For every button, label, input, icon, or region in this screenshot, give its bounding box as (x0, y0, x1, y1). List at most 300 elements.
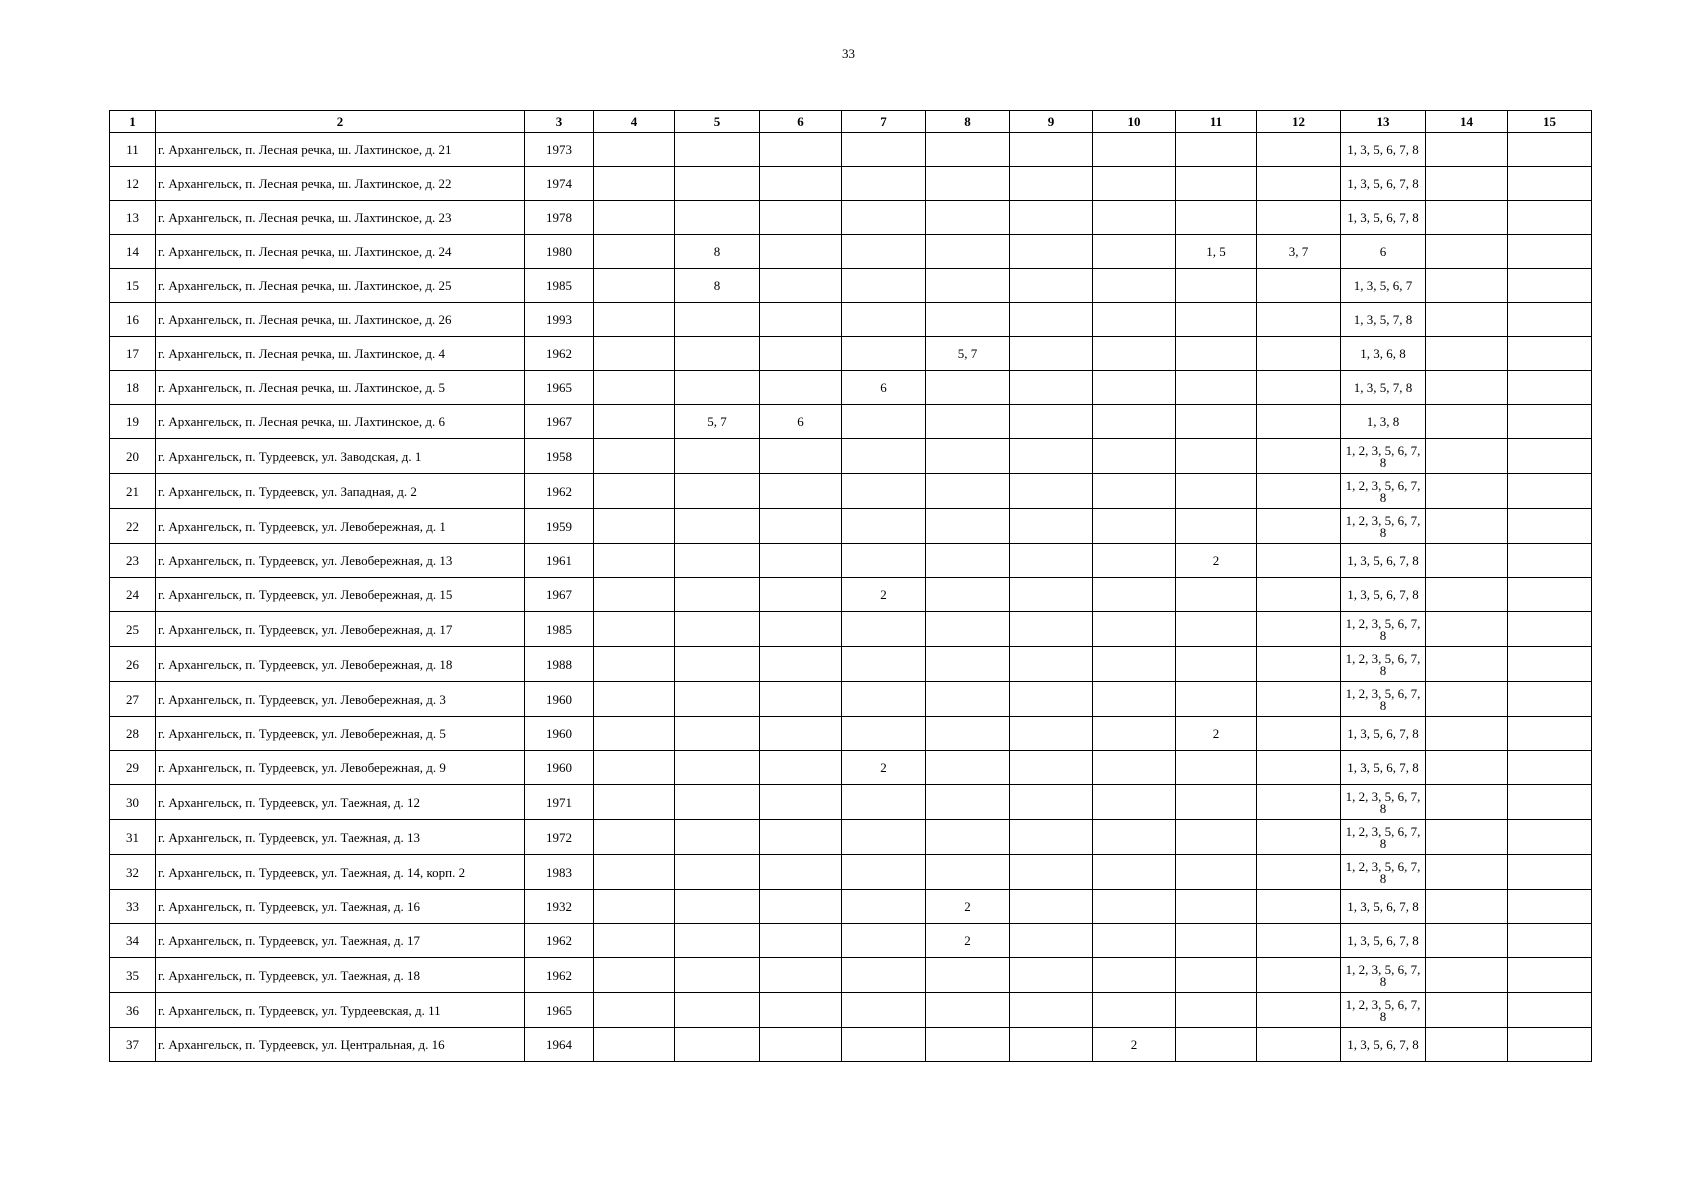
table-cell (1010, 890, 1093, 924)
table-cell (1093, 682, 1176, 717)
table-cell (1010, 509, 1093, 544)
year-cell: 1964 (525, 1028, 594, 1062)
table-cell (1508, 1028, 1592, 1062)
table-cell (1257, 820, 1341, 855)
year-cell: 1962 (525, 958, 594, 993)
table-cell (1508, 337, 1592, 371)
table-cell (1426, 544, 1508, 578)
table-cell (1508, 439, 1592, 474)
table-cell (1426, 167, 1508, 201)
table-cell (1093, 544, 1176, 578)
table-cell (1176, 371, 1257, 405)
table-cell (1257, 924, 1341, 958)
table-cell (842, 820, 926, 855)
table-cell (1010, 612, 1093, 647)
address-cell: г. Архангельск, п. Турдеевск, ул. Левобережная, д. 17 (156, 612, 525, 647)
table-cell (842, 612, 926, 647)
address-cell: г. Архангельск, п. Турдеевск, ул. Таежная, д. 14, корп. 2 (156, 855, 525, 890)
column-header-10: 10 (1093, 111, 1176, 133)
address-cell: г. Архангельск, п. Турдеевск, ул. Таежная, д. 13 (156, 820, 525, 855)
row-number-cell: 19 (110, 405, 156, 439)
column-header-5: 5 (675, 111, 760, 133)
table-cell (675, 303, 760, 337)
table-cell (1426, 269, 1508, 303)
table-cell (675, 993, 760, 1028)
table-cell (1426, 1028, 1508, 1062)
table-cell: 1, 3, 5, 6, 7, 8 (1341, 1028, 1426, 1062)
table-cell: 3, 7 (1257, 235, 1341, 269)
column-header-13: 13 (1341, 111, 1426, 133)
table-cell: 8 (675, 269, 760, 303)
table-row (110, 993, 1592, 1028)
table-cell (1257, 890, 1341, 924)
year-cell: 1962 (525, 337, 594, 371)
table-cell (594, 269, 675, 303)
table-row (110, 578, 1592, 612)
table-cell: 5, 7 (675, 405, 760, 439)
table-cell (1176, 924, 1257, 958)
table-cell (1093, 371, 1176, 405)
table-cell (760, 647, 842, 682)
table-cell (1010, 717, 1093, 751)
table-row (110, 1028, 1592, 1062)
table-cell (1426, 682, 1508, 717)
table-cell (842, 405, 926, 439)
table-cell (1508, 405, 1592, 439)
table-cell (1508, 133, 1592, 167)
column-header-4: 4 (594, 111, 675, 133)
table-cell (1010, 303, 1093, 337)
table-cell (842, 785, 926, 820)
address-cell: г. Архангельск, п. Лесная речка, ш. Лахтинское, д. 21 (156, 133, 525, 167)
table-cell (760, 924, 842, 958)
table-cell (842, 201, 926, 235)
table-cell (1093, 958, 1176, 993)
table-cell (675, 439, 760, 474)
address-cell: г. Архангельск, п. Турдеевск, ул. Центральная, д. 16 (156, 1028, 525, 1062)
table-cell (1508, 958, 1592, 993)
table-cell: 1, 3, 5, 6, 7 (1341, 269, 1426, 303)
table-cell (1426, 578, 1508, 612)
table-cell: 2 (1176, 717, 1257, 751)
table-cell (926, 958, 1010, 993)
table-cell (1426, 133, 1508, 167)
address-cell: г. Архангельск, п. Лесная речка, ш. Лахтинское, д. 6 (156, 405, 525, 439)
table-cell (1426, 647, 1508, 682)
table-cell (1010, 924, 1093, 958)
table-cell (926, 235, 1010, 269)
address-cell: г. Архангельск, п. Лесная речка, ш. Лахтинское, д. 24 (156, 235, 525, 269)
row-number-cell: 11 (110, 133, 156, 167)
row-number-cell: 13 (110, 201, 156, 235)
row-number-cell: 23 (110, 544, 156, 578)
row-number-cell: 14 (110, 235, 156, 269)
table-cell (760, 509, 842, 544)
table-cell (1093, 439, 1176, 474)
table-cell (675, 890, 760, 924)
address-cell: г. Архангельск, п. Турдеевск, ул. Турдеевская, д. 11 (156, 993, 525, 1028)
row-number-cell: 21 (110, 474, 156, 509)
row-number-cell: 27 (110, 682, 156, 717)
table-cell (842, 269, 926, 303)
address-cell: г. Архангельск, п. Лесная речка, ш. Лахтинское, д. 26 (156, 303, 525, 337)
table-cell: 1, 5 (1176, 235, 1257, 269)
year-cell: 1960 (525, 751, 594, 785)
row-number-cell: 37 (110, 1028, 156, 1062)
table-cell (1176, 958, 1257, 993)
table-row (110, 924, 1592, 958)
table-cell: 1, 3, 5, 6, 7, 8 (1341, 751, 1426, 785)
table-cell (842, 509, 926, 544)
table-cell (760, 544, 842, 578)
table-cell (1426, 405, 1508, 439)
table-cell (842, 855, 926, 890)
table-cell (1093, 167, 1176, 201)
table-cell (594, 439, 675, 474)
row-number-cell: 20 (110, 439, 156, 474)
table-cell (1426, 303, 1508, 337)
table-cell (1176, 439, 1257, 474)
table-cell (1010, 167, 1093, 201)
table-cell (1508, 167, 1592, 201)
column-header-1: 1 (110, 111, 156, 133)
table-cell (1093, 405, 1176, 439)
table-row (110, 785, 1592, 820)
table-cell (1257, 578, 1341, 612)
table-cell: 6 (760, 405, 842, 439)
table-row (110, 201, 1592, 235)
row-number-cell: 28 (110, 717, 156, 751)
table-cell (926, 717, 1010, 751)
table-cell (1093, 820, 1176, 855)
table-cell (926, 820, 1010, 855)
table-cell (675, 682, 760, 717)
table-cell: 1, 3, 5, 7, 8 (1341, 303, 1426, 337)
table-cell: 1, 2, 3, 5, 6, 7, 8 (1341, 820, 1426, 855)
table-cell: 1, 2, 3, 5, 6, 7, 8 (1341, 958, 1426, 993)
table-cell (1176, 474, 1257, 509)
table-cell (1010, 439, 1093, 474)
table-cell: 8 (675, 235, 760, 269)
table-cell (675, 855, 760, 890)
table-cell: 2 (1093, 1028, 1176, 1062)
table-cell (842, 474, 926, 509)
table-cell: 1, 2, 3, 5, 6, 7, 8 (1341, 682, 1426, 717)
table-cell (1508, 544, 1592, 578)
table-cell (1010, 405, 1093, 439)
table-cell: 1, 3, 5, 6, 7, 8 (1341, 890, 1426, 924)
table-cell (1426, 785, 1508, 820)
table-cell (760, 1028, 842, 1062)
table-cell (1426, 235, 1508, 269)
table-cell (675, 647, 760, 682)
address-cell: г. Архангельск, п. Турдеевск, ул. Таежная, д. 12 (156, 785, 525, 820)
table-cell (1010, 993, 1093, 1028)
table-cell (842, 303, 926, 337)
table-row (110, 717, 1592, 751)
data-table (109, 110, 1592, 1062)
table-row (110, 612, 1592, 647)
table-cell (1508, 820, 1592, 855)
table-cell (1093, 855, 1176, 890)
table-cell: 1, 3, 5, 6, 7, 8 (1341, 717, 1426, 751)
table-cell (1257, 1028, 1341, 1062)
table-row (110, 439, 1592, 474)
table-cell: 1, 2, 3, 5, 6, 7, 8 (1341, 509, 1426, 544)
table-cell (842, 544, 926, 578)
table-cell (760, 717, 842, 751)
table-cell (1093, 751, 1176, 785)
table-cell: 1, 3, 5, 7, 8 (1341, 371, 1426, 405)
table-cell (1257, 371, 1341, 405)
table-cell (1093, 578, 1176, 612)
year-cell: 1961 (525, 544, 594, 578)
table-cell (1010, 474, 1093, 509)
table-cell (1010, 682, 1093, 717)
table-cell (760, 855, 842, 890)
table-row (110, 337, 1592, 371)
year-cell: 1993 (525, 303, 594, 337)
year-cell: 1965 (525, 993, 594, 1028)
table-cell (1176, 855, 1257, 890)
table-cell (675, 509, 760, 544)
table-cell (594, 405, 675, 439)
year-cell: 1974 (525, 167, 594, 201)
table-cell (594, 682, 675, 717)
address-cell: г. Архангельск, п. Турдеевск, ул. Левобережная, д. 15 (156, 578, 525, 612)
table-cell (1093, 337, 1176, 371)
row-number-cell: 36 (110, 993, 156, 1028)
table-cell (1426, 371, 1508, 405)
table-cell (1257, 993, 1341, 1028)
table-cell (1093, 509, 1176, 544)
table-cell (760, 993, 842, 1028)
table-row (110, 167, 1592, 201)
table-cell (926, 133, 1010, 167)
table-cell (1508, 509, 1592, 544)
table-cell (594, 167, 675, 201)
table-cell (1093, 785, 1176, 820)
table-cell (594, 1028, 675, 1062)
table-cell (760, 201, 842, 235)
address-cell: г. Архангельск, п. Лесная речка, ш. Лахтинское, д. 23 (156, 201, 525, 235)
table-cell: 1, 3, 5, 6, 7, 8 (1341, 578, 1426, 612)
table-row (110, 682, 1592, 717)
table-cell (1508, 682, 1592, 717)
table-cell (594, 890, 675, 924)
year-cell: 1932 (525, 890, 594, 924)
table-cell (1010, 133, 1093, 167)
table-cell (675, 133, 760, 167)
table-cell (1257, 133, 1341, 167)
year-cell: 1972 (525, 820, 594, 855)
table-cell (1093, 717, 1176, 751)
table-cell (675, 785, 760, 820)
year-cell: 1962 (525, 924, 594, 958)
table-cell (1176, 133, 1257, 167)
table-cell (1508, 578, 1592, 612)
table-cell (842, 682, 926, 717)
table-row (110, 269, 1592, 303)
table-cell: 6 (1341, 235, 1426, 269)
year-cell: 1971 (525, 785, 594, 820)
table-cell (594, 474, 675, 509)
row-number-cell: 33 (110, 890, 156, 924)
table-cell: 1, 3, 5, 6, 7, 8 (1341, 167, 1426, 201)
table-cell (1257, 269, 1341, 303)
table-cell: 1, 2, 3, 5, 6, 7, 8 (1341, 993, 1426, 1028)
table-row (110, 133, 1592, 167)
table-cell (1010, 958, 1093, 993)
table-cell (675, 820, 760, 855)
table-cell (926, 509, 1010, 544)
table-cell: 2 (842, 751, 926, 785)
year-cell: 1980 (525, 235, 594, 269)
table-cell (1426, 474, 1508, 509)
table-cell (1257, 855, 1341, 890)
table-cell (842, 647, 926, 682)
table-cell (1010, 785, 1093, 820)
table-cell (1426, 612, 1508, 647)
address-cell: г. Архангельск, п. Турдеевск, ул. Таежная, д. 17 (156, 924, 525, 958)
table-cell (760, 167, 842, 201)
table-cell: 2 (842, 578, 926, 612)
table-cell: 1, 3, 5, 6, 7, 8 (1341, 201, 1426, 235)
row-number-cell: 18 (110, 371, 156, 405)
table-cell (675, 201, 760, 235)
table-cell (1508, 785, 1592, 820)
table-cell: 1, 2, 3, 5, 6, 7, 8 (1341, 474, 1426, 509)
table-cell (842, 133, 926, 167)
table-cell (760, 751, 842, 785)
row-number-cell: 25 (110, 612, 156, 647)
table-cell (1257, 647, 1341, 682)
table-cell (760, 785, 842, 820)
year-cell: 1960 (525, 717, 594, 751)
table-cell: 2 (926, 924, 1010, 958)
row-number-cell: 26 (110, 647, 156, 682)
table-cell (842, 1028, 926, 1062)
header-row (110, 111, 1592, 133)
table-cell (594, 578, 675, 612)
table-cell (1010, 337, 1093, 371)
table-row (110, 647, 1592, 682)
table-cell (1176, 751, 1257, 785)
table-cell (675, 924, 760, 958)
table-cell (594, 303, 675, 337)
table-cell (760, 890, 842, 924)
table-cell: 1, 2, 3, 5, 6, 7, 8 (1341, 612, 1426, 647)
table-cell (1257, 612, 1341, 647)
row-number-cell: 17 (110, 337, 156, 371)
row-number-cell: 34 (110, 924, 156, 958)
table-cell (1257, 544, 1341, 578)
table-row (110, 371, 1592, 405)
table-cell (1093, 303, 1176, 337)
table-cell (594, 509, 675, 544)
table-cell (1176, 303, 1257, 337)
page-number: 33 (842, 46, 855, 61)
table-cell (1093, 612, 1176, 647)
table-cell (1010, 201, 1093, 235)
table-cell (1508, 371, 1592, 405)
row-number-cell: 22 (110, 509, 156, 544)
table-cell (594, 993, 675, 1028)
table-cell (594, 544, 675, 578)
table-cell (926, 371, 1010, 405)
table-cell (1176, 337, 1257, 371)
table-cell (1176, 405, 1257, 439)
table-cell (1508, 924, 1592, 958)
table-cell (1508, 612, 1592, 647)
table-cell (675, 958, 760, 993)
table-row (110, 751, 1592, 785)
table-cell (1176, 509, 1257, 544)
table-cell (675, 544, 760, 578)
table-cell (594, 855, 675, 890)
table-row (110, 474, 1592, 509)
address-cell: г. Архангельск, п. Турдеевск, ул. Левобережная, д. 1 (156, 509, 525, 544)
table-cell (926, 167, 1010, 201)
table-cell (1176, 993, 1257, 1028)
table-row (110, 235, 1592, 269)
table-cell: 1, 2, 3, 5, 6, 7, 8 (1341, 647, 1426, 682)
table-cell (594, 337, 675, 371)
column-header-6: 6 (760, 111, 842, 133)
table-cell (1010, 544, 1093, 578)
table-cell (842, 439, 926, 474)
table-cell (1257, 167, 1341, 201)
table-cell (926, 544, 1010, 578)
table-cell (1093, 235, 1176, 269)
table-cell (594, 201, 675, 235)
column-header-14: 14 (1426, 111, 1508, 133)
table-cell: 1, 2, 3, 5, 6, 7, 8 (1341, 855, 1426, 890)
table-cell (842, 717, 926, 751)
table-cell (760, 439, 842, 474)
year-cell: 1967 (525, 405, 594, 439)
year-cell: 1978 (525, 201, 594, 235)
table-cell (1508, 201, 1592, 235)
table-cell (1257, 958, 1341, 993)
table-cell (1176, 682, 1257, 717)
table-cell (1176, 1028, 1257, 1062)
table-row (110, 544, 1592, 578)
column-header-9: 9 (1010, 111, 1093, 133)
table-cell (760, 474, 842, 509)
table-cell (842, 993, 926, 1028)
year-cell: 1965 (525, 371, 594, 405)
table-cell (1257, 474, 1341, 509)
table-cell (1508, 235, 1592, 269)
table-cell: 1, 3, 8 (1341, 405, 1426, 439)
year-cell: 1983 (525, 855, 594, 890)
table-cell (1093, 890, 1176, 924)
column-header-8: 8 (926, 111, 1010, 133)
table-cell (1508, 855, 1592, 890)
table-cell: 1, 2, 3, 5, 6, 7, 8 (1341, 439, 1426, 474)
table-cell (594, 647, 675, 682)
address-cell: г. Архангельск, п. Турдеевск, ул. Левобережная, д. 3 (156, 682, 525, 717)
table-cell (760, 958, 842, 993)
table-cell: 1, 2, 3, 5, 6, 7, 8 (1341, 785, 1426, 820)
table-cell (760, 269, 842, 303)
year-cell: 1967 (525, 578, 594, 612)
address-cell: г. Архангельск, п. Турдеевск, ул. Левобережная, д. 9 (156, 751, 525, 785)
table-cell (1426, 751, 1508, 785)
address-cell: г. Архангельск, п. Лесная речка, ш. Лахтинское, д. 25 (156, 269, 525, 303)
table-cell (760, 371, 842, 405)
